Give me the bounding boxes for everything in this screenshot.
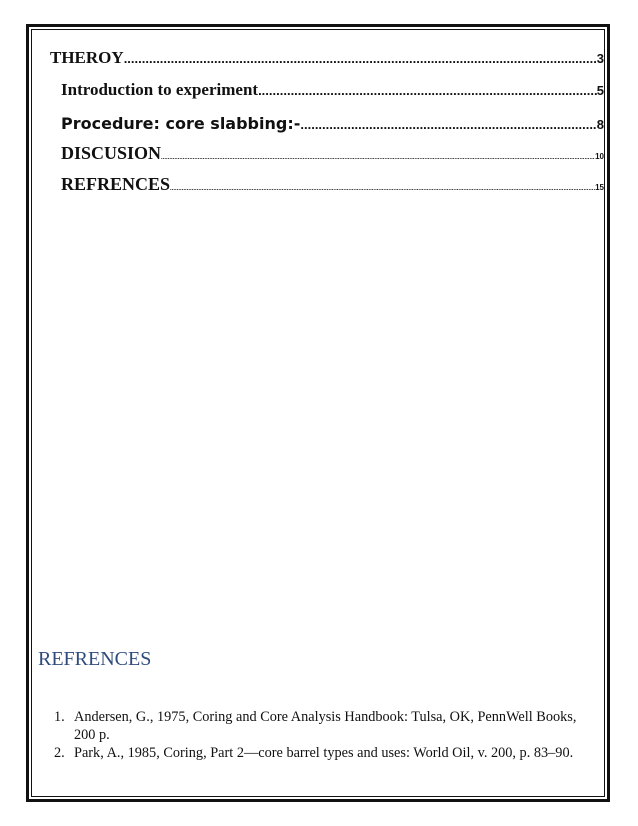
toc-entry-procedure[interactable] [61,114,604,133]
references-heading: REFRENCES [38,648,152,670]
toc-entry-references[interactable] [61,174,604,195]
references-list [54,708,594,762]
toc-entry-theory[interactable] [50,48,604,68]
toc-leader-dots [258,83,597,98]
toc-page-number: 15 [595,183,604,192]
toc-leader-dots [300,117,596,132]
toc-leader-dots [124,51,597,66]
toc-leader-dots [170,186,595,192]
toc-entry-title: THEROY [50,48,124,67]
toc-page-number: 8 [596,117,604,132]
toc-page-number: 5 [596,83,604,98]
toc-entry-discussion[interactable] [61,143,604,164]
reference-number: 1. [54,709,65,725]
toc-entry-title: DISCUSION [61,143,162,163]
toc-entry-introduction[interactable] [61,80,604,100]
list-item [54,708,594,744]
reference-text: Andersen, G., 1975, Coring and Core Analysis Handbook: Tulsa, OK, PennWell Books, 200 p. [74,709,577,743]
toc-entry-title: Introduction to experiment [61,80,259,99]
list-item [54,744,594,762]
toc-entry-title: REFRENCES [61,174,171,194]
toc-page-number: 3 [596,51,604,66]
toc-leader-dots [161,155,595,161]
reference-text: Park, A., 1985, Coring, Part 2—core barrel types and uses: World Oil, v. 200, p. 83–90. [74,745,574,761]
reference-number: 2. [54,745,65,761]
toc-entry-title: Procedure: core slabbing:- [61,114,301,133]
toc-page-number: 10 [595,152,604,161]
